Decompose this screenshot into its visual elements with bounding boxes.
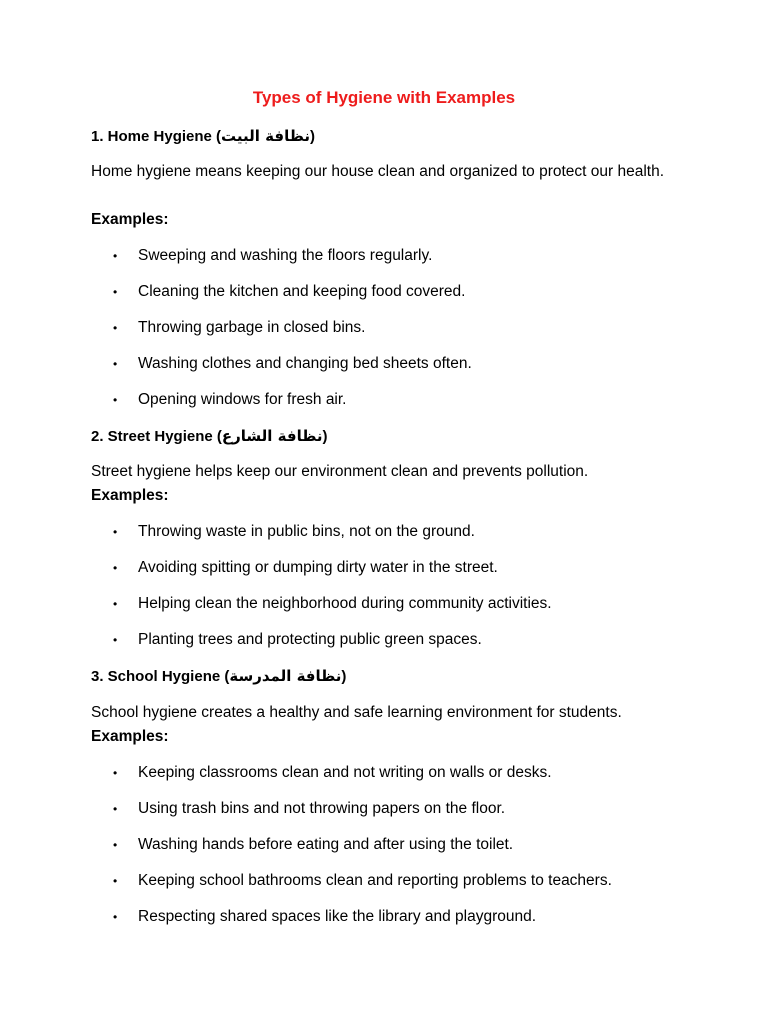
examples-list-street <box>0 522 768 666</box>
bullet-icon: • <box>113 910 118 924</box>
section-description-home: Home hygiene means keeping our house clean and organized to protect our health. <box>91 163 665 180</box>
list-item: • Cleaning the kitchen and keeping food covered. <box>113 283 466 300</box>
heading-prefix: 1. Home Hygiene ( <box>91 128 222 145</box>
bullet-icon: • <box>113 874 118 888</box>
bullet-icon: • <box>113 633 118 647</box>
list-item: • Throwing waste in public bins, not on the ground. <box>113 523 475 540</box>
section-description-school: School hygiene creates a healthy and safe learning environment for students. <box>91 704 622 721</box>
bullet-icon: • <box>113 561 118 575</box>
heading-prefix: 3. School Hygiene ( <box>91 668 230 685</box>
bullet-icon: • <box>113 285 118 299</box>
list-item: • Washing hands before eating and after using the toilet. <box>113 836 514 853</box>
heading-arabic: نظافة الشارع <box>221 427 323 445</box>
bullet-icon: • <box>113 357 118 371</box>
section-heading-school <box>91 666 346 687</box>
bullet-icon: • <box>113 249 118 263</box>
list-item: • Helping clean the neighborhood during community activities. <box>113 595 552 612</box>
heading-arabic: نظافة المدرسة <box>229 667 342 685</box>
bullet-icon: • <box>113 597 118 611</box>
list-item: • Opening windows for fresh air. <box>113 391 347 408</box>
heading-arabic: نظافة البيت <box>221 127 310 145</box>
bullet-icon: • <box>113 766 118 780</box>
section-heading-home <box>91 126 315 147</box>
examples-label-school: Examples: <box>91 728 169 745</box>
section-description-street: Street hygiene helps keep our environment clean and prevents pollution. <box>91 463 589 480</box>
list-item: • Avoiding spitting or dumping dirty water in the street. <box>113 559 498 576</box>
heading-suffix: ) <box>309 128 315 145</box>
bullet-icon: • <box>113 802 118 816</box>
bullet-icon: • <box>113 525 118 539</box>
examples-label-home: Examples: <box>91 211 169 228</box>
heading-suffix: ) <box>341 668 347 685</box>
list-item: • Using trash bins and not throwing papers on the floor. <box>113 800 506 817</box>
list-item: • Respecting shared spaces like the library and playground. <box>113 908 537 925</box>
examples-label-street: Examples: <box>91 487 169 504</box>
bullet-icon: • <box>113 393 118 407</box>
heading-suffix: ) <box>322 428 328 445</box>
examples-list-school <box>0 763 768 943</box>
list-item: • Washing clothes and changing bed sheets often. <box>113 355 472 372</box>
bullet-icon: • <box>113 321 118 335</box>
list-item: • Throwing garbage in closed bins. <box>113 319 366 336</box>
examples-list-home <box>0 246 768 426</box>
bullet-icon: • <box>113 838 118 852</box>
list-item: • Keeping school bathrooms clean and reporting problems to teachers. <box>113 872 612 889</box>
heading-prefix: 2. Street Hygiene ( <box>91 428 222 445</box>
list-item: • Planting trees and protecting public green spaces. <box>113 631 482 648</box>
document-title: Types of Hygiene with Examples <box>252 88 516 107</box>
section-heading-street <box>91 426 327 447</box>
list-item: • Sweeping and washing the floors regularly. <box>113 247 433 264</box>
list-item: • Keeping classrooms clean and not writing on walls or desks. <box>113 764 552 781</box>
